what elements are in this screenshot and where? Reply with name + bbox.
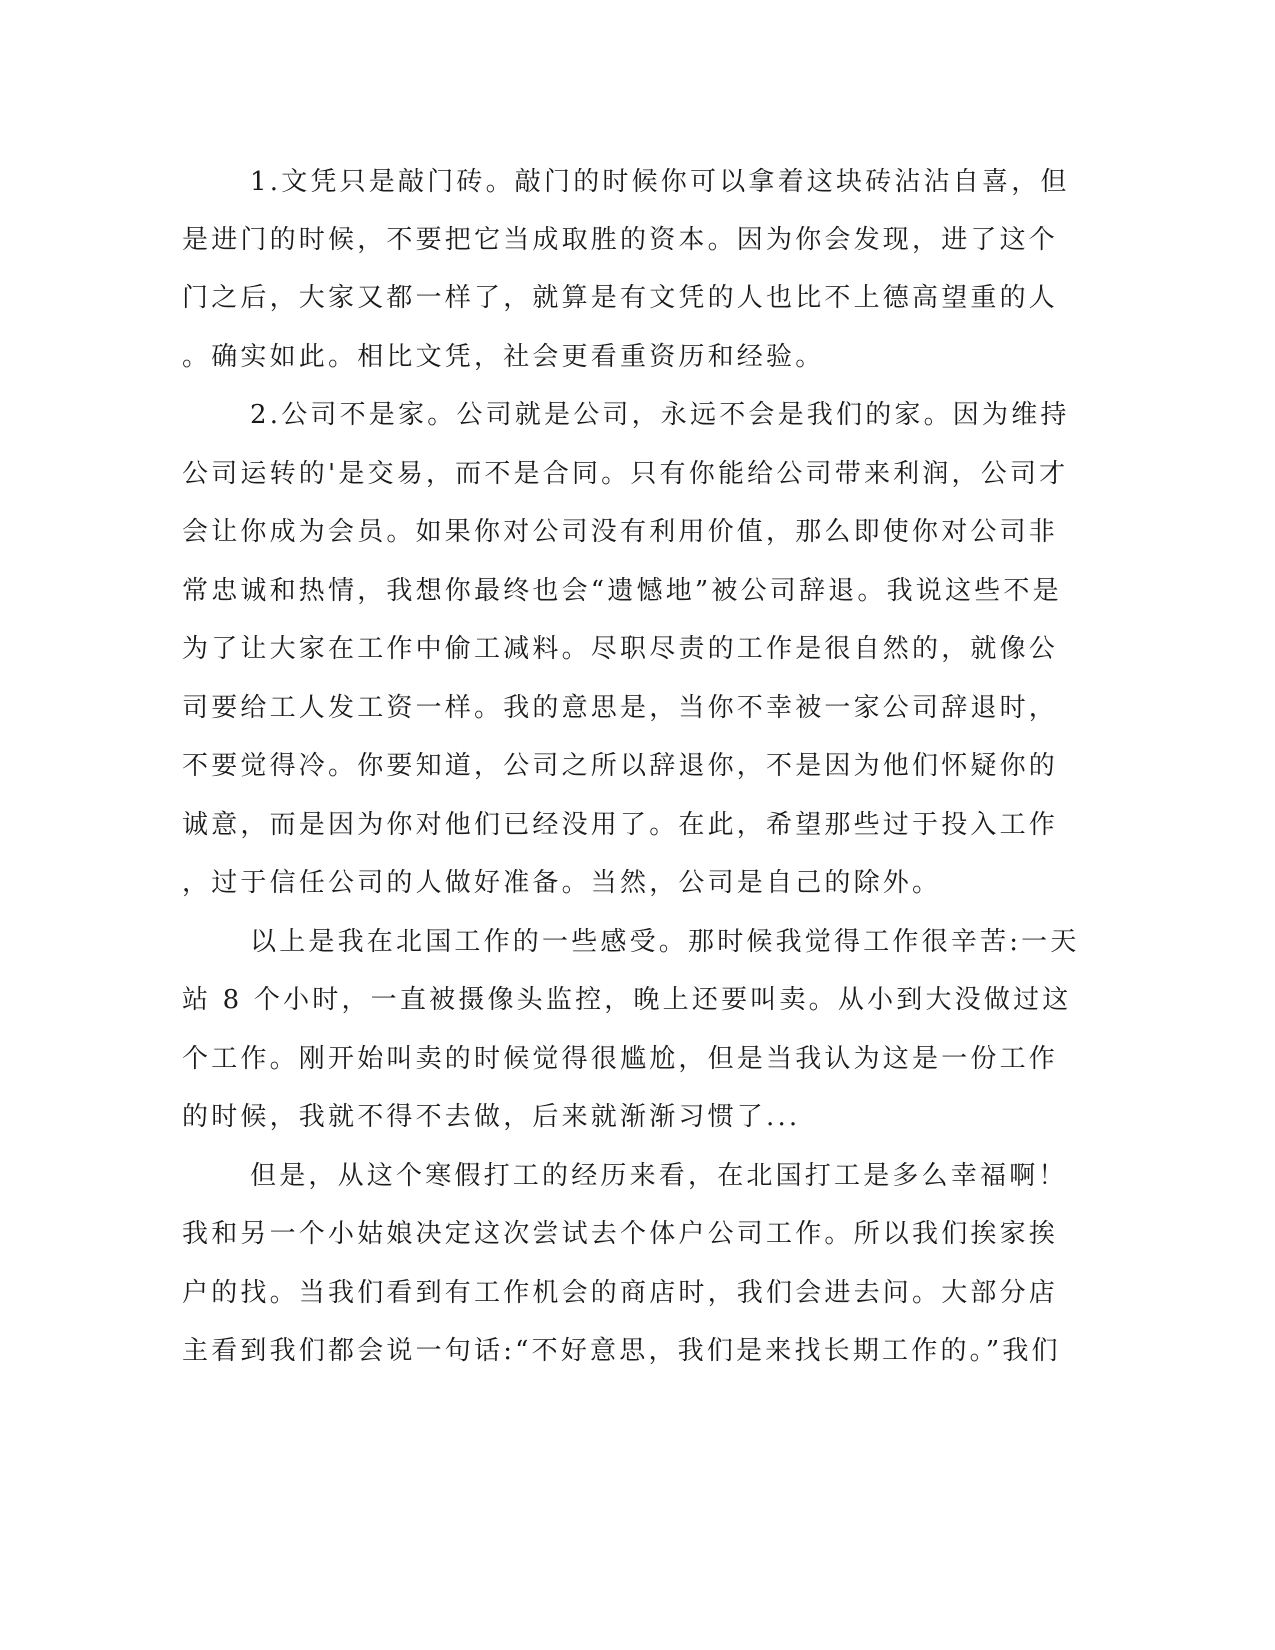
paragraph-2-line-9: ，过于信任公司的人做好准备。当然，公司是自己的除外。 bbox=[182, 868, 942, 898]
paragraph-3-line-3: 个工作。刚开始叫卖的时候觉得很尴尬，但是当我认为这是一份工作 bbox=[182, 1044, 1059, 1074]
paragraph-3-line-2: 站 8 个小时，一直被摄像头监控，晚上还要叫卖。从小到大没做过这 bbox=[182, 985, 1072, 1015]
paragraph-1-line-2: 是进门的时候，不要把它当成取胜的资本。因为你会发现，进了这个 bbox=[182, 225, 1059, 255]
paragraph-2-line-1: 2.公司不是家。公司就是公司，永远不会是我们的家。因为维持 bbox=[250, 400, 1070, 430]
paragraph-4-line-1: 但是，从这个寒假打工的经历来看，在北国打工是多么幸福啊！ bbox=[250, 1161, 1068, 1191]
paragraph-4-line-2: 我和另一个小姑娘决定这次尝试去个体户公司工作。所以我们挨家挨 bbox=[182, 1219, 1059, 1249]
paragraph-2-line-2: 公司运转的'是交易，而不是合同。只有你能给公司带来利润，公司才 bbox=[182, 459, 1069, 489]
paragraph-2-line-7: 不要觉得冷。你要知道，公司之所以辞退你，不是因为他们怀疑你的 bbox=[182, 751, 1059, 781]
paragraph-1-line-1: 1.文凭只是敲门砖。敲门的时候你可以拿着这块砖沾沾自喜，但 bbox=[250, 167, 1070, 197]
paragraph-2-line-4: 常忠诚和热情，我想你最终也会“遗憾地”被公司辞退。我说这些不是 bbox=[182, 576, 1062, 606]
paragraph-1-line-3: 门之后，大家又都一样了，就算是有文凭的人也比不上德高望重的人 bbox=[182, 283, 1059, 313]
paragraph-1-line-4: 。确实如此。相比文凭，社会更看重资历和经验。 bbox=[182, 342, 825, 372]
paragraph-2-line-6: 司要给工人发工资一样。我的意思是，当你不幸被一家公司辞退时， bbox=[182, 693, 1059, 723]
paragraph-2-line-3: 会让你成为会员。如果你对公司没有利用价值，那么即使你对公司非 bbox=[182, 517, 1059, 547]
paragraph-2-line-5: 为了让大家在工作中偷工减料。尽职尽责的工作是很自然的，就像公 bbox=[182, 634, 1059, 664]
paragraph-4-line-4: 主看到我们都会说一句话:“不好意思，我们是来找长期工作的。”我们 bbox=[182, 1336, 1061, 1366]
paragraph-3-line-1: 以上是我在北国工作的一些感受。那时候我觉得工作很辛苦:一天 bbox=[250, 927, 1080, 957]
paragraph-2-line-8: 诚意，而是因为你对他们已经没用了。在此，希望那些过于投入工作 bbox=[182, 810, 1059, 840]
paragraph-3-line-4: 的时候，我就不得不去做，后来就渐渐习惯了... bbox=[182, 1102, 801, 1132]
paragraph-4-line-3: 户的找。当我们看到有工作机会的商店时，我们会进去问。大部分店 bbox=[182, 1278, 1059, 1308]
